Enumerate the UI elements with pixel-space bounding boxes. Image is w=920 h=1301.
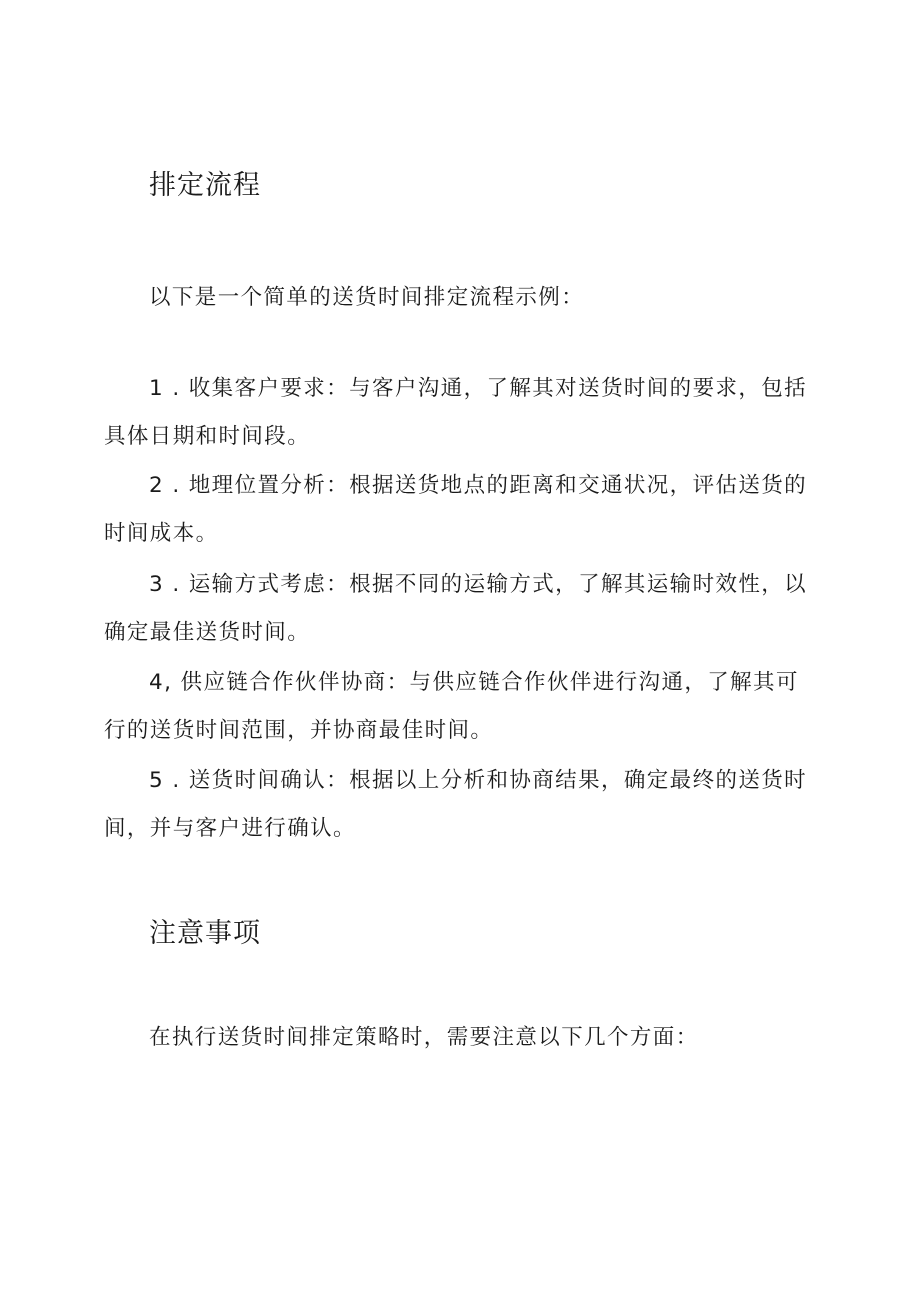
section-intro-notes: 在执行送货时间排定策略时，需要注意以下几个方面： [149,1025,699,1050]
section-heading-notes: 注意事项 [149,918,261,949]
section-intro-schedule-process: 以下是一个简单的送货时间排定流程示例： [149,285,585,310]
step-item-5: 5 . 送货时间确认：根据以上分析和协商结果，确定最终的送货时间，并与客户进行确认。 [104,768,808,841]
section-heading-schedule-process: 排定流程 [149,170,261,201]
step-item-4: 4, 供应链合作伙伴协商：与供应链合作伙伴进行沟通，了解其可行的送货时间范围，并协商最佳时间。 [104,670,799,743]
step-item-2: 2 . 地理位置分析：根据送货地点的距离和交通状况，评估送货的时间成本。 [104,473,808,546]
step-item-3: 3 . 运输方式考虑：根据不同的运输方式，了解其运输时效性，以确定最佳送货时间。 [104,572,808,645]
step-item-1: 1 . 收集客户要求：与客户沟通，了解其对送货时间的要求，包括具体日期和时间段。 [104,376,808,449]
